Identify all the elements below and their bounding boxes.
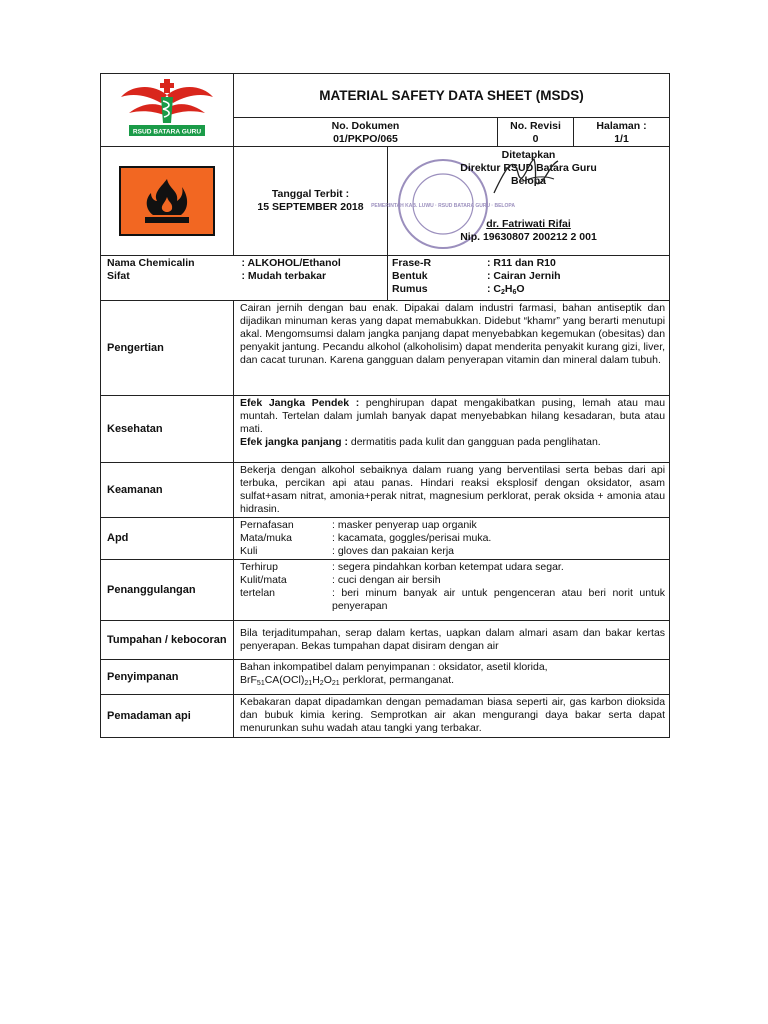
frase-value: : R11 dan R10 xyxy=(487,257,556,269)
ditetapkan-text: Ditetapkan xyxy=(501,149,556,161)
penanggulangan-item: Kulit/mata : cuci dengan air bersih xyxy=(240,574,441,586)
bentuk-value: : Cairan Jernih xyxy=(487,270,561,282)
flammable-hazard-icon xyxy=(119,166,215,236)
director-name: dr. Fatriwati Rifai xyxy=(486,218,571,230)
pemadaman-text: Kebakaran dapat dipadamkan dengan pemadaman biasa seperti air, gas karbon dioksida dan bubuk kimia kering. Semprotkan air akan mengurangi daya bakar serta dapat menurunkan suhu wadah atau tangki yang terbakar. xyxy=(234,695,670,738)
msds-sheet xyxy=(100,73,669,738)
halaman-value: 1/1 xyxy=(614,132,629,145)
pengertian-label: Pengertian xyxy=(101,301,234,396)
no-revisi-cell xyxy=(498,117,574,146)
halaman-cell xyxy=(574,117,670,146)
efek-pendek xyxy=(240,397,665,436)
rumus-value: : $C_2H_6O$ xyxy=(487,283,525,296)
logo-banner-text: RSUD BATARA GURU xyxy=(132,128,202,136)
frase-label: Frase-R xyxy=(392,257,432,269)
director-nip: Nip. 19630807 200212 2 001 xyxy=(460,231,597,243)
kesehatan-content xyxy=(234,396,670,463)
no-dokumen-cell xyxy=(234,117,498,146)
hospital-logo-cell xyxy=(101,74,234,147)
bentuk-label: Bentuk xyxy=(392,270,428,282)
apd-label: Apd xyxy=(101,518,234,560)
kesehatan-label: Kesehatan xyxy=(101,396,234,463)
tanggal-label: Tanggal Terbit : xyxy=(271,188,350,200)
apd-content xyxy=(234,518,670,560)
efek-pendek-label: Efek Jangka Pendek : xyxy=(240,397,360,409)
efek-panjang-text: dermatitis pada kulit dan gangguan pada penglihatan. xyxy=(347,436,601,448)
penyimpanan-label: Penyimpanan xyxy=(101,660,234,695)
signature xyxy=(488,153,568,199)
hazard-pictogram-cell xyxy=(101,147,234,256)
no-dokumen-label: No. Dokumen xyxy=(331,119,400,132)
identity-mid xyxy=(241,256,388,301)
tanggal-terbit-cell xyxy=(234,147,388,256)
penanggulangan-item: Terhirup : segera pindahkan korban ketempat udara segar. xyxy=(240,561,564,573)
keamanan-text: Bekerja dengan alkohol sebaiknya dalam ruang yang berventilasi serta bebas dari api terbuka, percikan api atau panas. Hindari reaksi eksplosif dengan oksidator, asam sulfat+asam nitrat, amonia+perak nitrat, magnesium perklorat, perak oksida + amonia atau hidrasin. xyxy=(234,463,670,518)
penanggulangan-label: Penanggulangan xyxy=(101,560,234,621)
apd-item: Pernafasan : masker penyerap uap organik xyxy=(240,519,477,531)
tumpahan-label: Tumpahan / kebocoran xyxy=(101,621,234,660)
keamanan-label: Keamanan xyxy=(101,463,234,518)
ditetapkan-cell xyxy=(371,147,670,256)
nama-chemical-value: : ALKOHOL/Ethanol xyxy=(241,257,341,269)
penyimpanan-content xyxy=(234,660,670,695)
penanggulangan-content xyxy=(234,560,670,621)
msds-table xyxy=(100,73,670,738)
efek-panjang-label: Efek jangka panjang : xyxy=(240,436,348,448)
halaman-label: Halaman : xyxy=(596,119,647,132)
identity-right xyxy=(388,256,670,301)
direktur-text: Direktur RSUD Batara Guru xyxy=(460,162,597,174)
efek-pendek-text: penghirupan dapat mengakibatkan pusing, lemah atau mau muntah. Tertelan dalam jumlah banyak dapat menyebabkan hilang kesadaran, buta atau mati. xyxy=(240,397,666,435)
sifat-value: : Mudah terbakar xyxy=(241,270,327,282)
penyimpanan-line1: Bahan inkompatibel dalam penyimpanan : oksidator, asetil klorida, xyxy=(240,661,548,673)
pengertian-text: Cairan jernih dengan bau enak. Dipakai dalam industri farmasi, bahan antiseptik dan dijadikan minuman keras yang dapat memabukkan. Didebut “khamr” yang berarti menutupi akal. Mengomsumsi dalam jangka panjang dapat menyebabkan kegemukan (obesitas) dan penyakit jantung. Pecandu alkohol (alkoholisim) dapat menderita penyakit kurang gizi, liver, dan cacat turunan. Karena gangguan dalam penyerapan vitamin dan mineral dalam tubuh. xyxy=(234,301,670,396)
apd-item: Mata/muka : kacamata, goggles/perisai muka. xyxy=(240,532,492,544)
stamp-text: PEMERINTAH KAB. LUWU · RSUD BATARA GURU · BELOPA xyxy=(371,203,515,209)
sifat-label: Sifat xyxy=(107,270,130,282)
tumpahan-text: Bila terjaditumpahan, serap dalam kertas, uapkan dalam almari asam dan bakar kertas penyerapan. Bekas tumpahan dapat disiram dengan air xyxy=(234,621,670,660)
pemadaman-label: Pemadaman api xyxy=(101,695,234,738)
hospital-logo xyxy=(117,77,217,139)
nama-chemical-label: Nama Chemicalin xyxy=(107,257,195,269)
rumus-label: Rumus xyxy=(392,283,428,295)
document-title: MATERIAL SAFETY DATA SHEET (MSDS) xyxy=(234,74,670,118)
penanggulangan-item: tertelan : beri minum banyak air untuk pengenceran atau beri norit untuk penyerapan xyxy=(240,587,666,612)
tanggal-value: 15 SEPTEMBER 2018 xyxy=(257,201,364,213)
penyimpanan-formula: BrF51CA(OCl)21H2O21 perklorat, permanganat. xyxy=(240,674,455,687)
lokasi-text: Belopa xyxy=(511,175,547,187)
no-dokumen-value: 01/PKPO/065 xyxy=(333,132,398,145)
efek-panjang xyxy=(240,436,665,449)
no-revisi-value: 0 xyxy=(532,132,539,145)
no-revisi-label: No. Revisi xyxy=(510,119,561,132)
apd-item: Kuli : gloves dan pakaian kerja xyxy=(240,545,454,557)
